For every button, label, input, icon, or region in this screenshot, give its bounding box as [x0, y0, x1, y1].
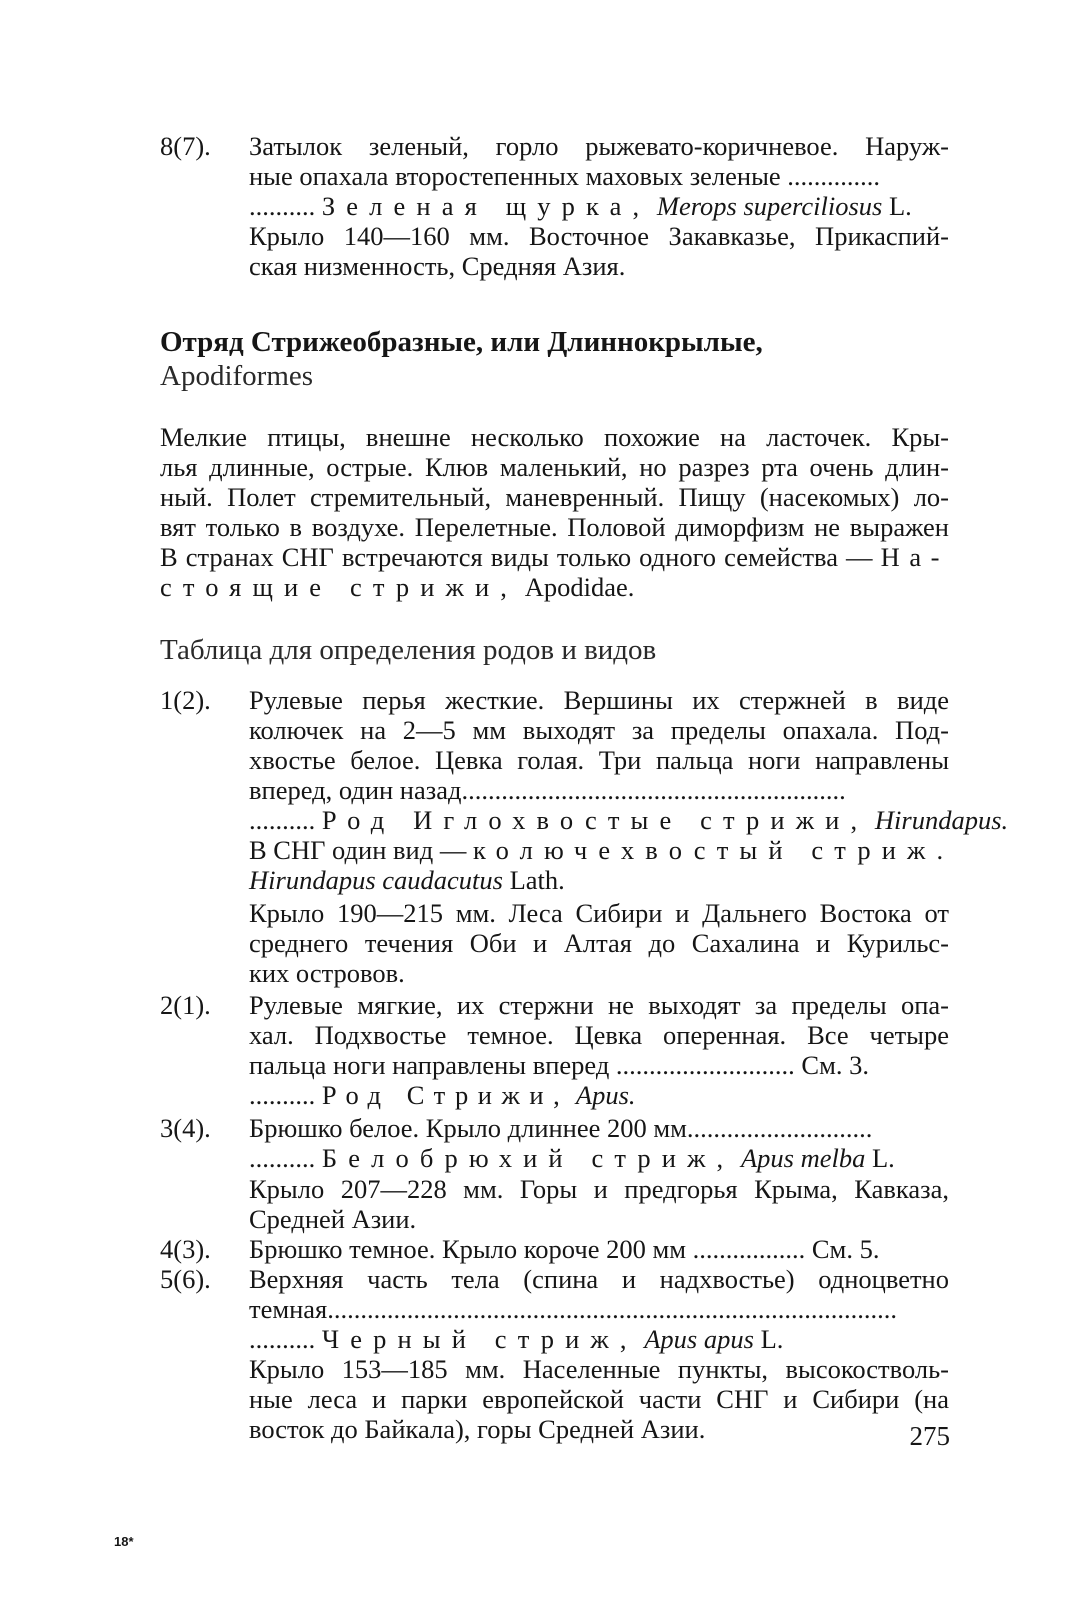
paragraph-line: Мелкие птицы, внешне несколько похожие на ласточек. Кры- — [160, 422, 949, 452]
key-entry-text: темная...................................................................................... — [249, 1294, 897, 1324]
author-name: L. — [760, 1324, 784, 1354]
key-entry-text: Средней Азии. — [249, 1204, 417, 1234]
species-name: Черный стриж, — [321, 1324, 638, 1354]
paragraph-line: вят только в воздухе. Перелетные. Половой диморфизм не выражен — [160, 512, 949, 542]
key-entry-text — [249, 835, 955, 865]
family-name-part: стоящие стрижи, — [160, 572, 519, 602]
latin-name: Apus melba — [740, 1143, 866, 1173]
species-line — [249, 191, 949, 221]
key-entry-text: Крыло 140—160 мм. Восточное Закавказье, Прикаспий- — [249, 221, 949, 251]
key-entry-text: вперед, один назад.......................................................... — [249, 775, 846, 805]
key-entry-text: Рулевые мягкие, их стержни не выходят за пределы опа- — [249, 990, 949, 1020]
genus-line — [249, 805, 1009, 835]
genus-name: Род Иглохвостые стрижи, — [321, 805, 869, 835]
key-entry-text: среднего течения Оби и Алтая до Сахалина и Курильс- — [249, 928, 949, 958]
key-entry-text: Крыло 153—185 мм. Населенные пункты, высокостволь- — [249, 1354, 949, 1384]
order-latin-name: Apodiformes — [160, 360, 314, 392]
key-entry-text: Верхняя часть тела (спина и надхвостье) одноцветно — [249, 1264, 949, 1294]
key-entry-text: ные опахала второстепенных маховых зеленые .............. — [249, 161, 881, 191]
species-line — [249, 865, 949, 895]
leader-dots: .......... — [249, 805, 316, 835]
author-name: L. — [888, 191, 912, 221]
paragraph-line: лья длинные, острые. Клюв маленький, но разрез рта очень длин- — [160, 452, 949, 482]
latin-name: Hirundapus. — [874, 805, 1009, 835]
key-entry-text: Брюшко темное. Крыло короче 200 мм ................. См. 5. — [249, 1234, 880, 1264]
paragraph-line — [160, 542, 949, 572]
key-entry-number: 1(2). — [160, 685, 211, 715]
species-name: Белобрюхий стриж, — [321, 1143, 735, 1173]
leader-dots: .......... — [249, 1143, 316, 1173]
leader-dots: .......... — [249, 1324, 316, 1354]
order-title: Отряд Стрижеобразные, или Длиннокрылые, — [160, 326, 763, 358]
key-entry-text: восток до Байкала), горы Средней Азии. — [249, 1414, 706, 1444]
key-entry-text: колючек на 2—5 мм выходят за пределы опахала. Под- — [249, 715, 949, 745]
key-entry-text: Брюшко белое. Крыло длиннее 200 мм............................ — [249, 1113, 873, 1143]
family-name-part: На- — [880, 542, 950, 572]
species-name: Зеленая щурка, — [321, 191, 651, 221]
key-entry-text: хвостье белое. Цевка голая. Три пальца ноги направлены — [249, 745, 949, 775]
table-heading: Таблица для определения родов и видов — [160, 634, 657, 666]
key-entry-text-part: В СНГ один вид — — [249, 835, 467, 865]
key-entry-number: 4(3). — [160, 1234, 211, 1264]
key-entry-text: пальца ноги направлены вперед ........................... См. 3. — [249, 1050, 870, 1080]
genus-line — [249, 1080, 949, 1110]
latin-name: Hirundapus caudacutus — [249, 865, 503, 895]
latin-name: Apus. — [575, 1080, 636, 1110]
species-name: колючехвостый стриж. — [472, 835, 955, 865]
key-entry-text: Рулевые перья жесткие. Вершины их стержней в виде — [249, 685, 949, 715]
leader-dots: .......... — [249, 1080, 316, 1110]
latin-name: Apus apus — [644, 1324, 754, 1354]
latin-name: Merops superciliosus — [656, 191, 883, 221]
species-line — [249, 1143, 949, 1173]
key-entry-text: Крыло 207—228 мм. Горы и предгорья Крыма, Кавказа, — [249, 1174, 949, 1204]
paragraph-line — [160, 572, 949, 602]
key-entry-number: 3(4). — [160, 1113, 211, 1143]
key-entry-number: 8(7). — [160, 131, 211, 161]
paragraph-text: В странах СНГ встречаются виды только одного семейства — — [160, 542, 873, 572]
key-entry-text: Затылок зеленый, горло рыжевато-коричневое. Наруж- — [249, 131, 949, 161]
key-entry-text: Крыло 190—215 мм. Леса Сибири и Дальнего Востока от — [249, 898, 949, 928]
paragraph-line: ный. Полет стремительный, маневренный. Пищу (насекомых) ло- — [160, 482, 949, 512]
author-name: L. — [871, 1143, 895, 1173]
family-latin-name: Apodidae. — [524, 572, 635, 602]
key-entry-text: хал. Подхвостье темное. Цевка оперенная. Все четыре — [249, 1020, 949, 1050]
key-entry-text: ких островов. — [249, 958, 405, 988]
key-entry-text: ская низменность, Средняя Азия. — [249, 251, 626, 281]
signature-mark: 18* — [114, 1534, 134, 1549]
key-entry-number: 5(6). — [160, 1264, 211, 1294]
key-entry-number: 2(1). — [160, 990, 211, 1020]
key-entry-text: ные леса и парки европейской части СНГ и Сибири (на — [249, 1384, 949, 1414]
author-name: Lath. — [509, 865, 565, 895]
genus-name: Род Стрижи, — [321, 1080, 570, 1110]
page-number: 275 — [909, 1421, 950, 1451]
leader-dots: .......... — [249, 191, 316, 221]
species-line — [249, 1324, 949, 1354]
